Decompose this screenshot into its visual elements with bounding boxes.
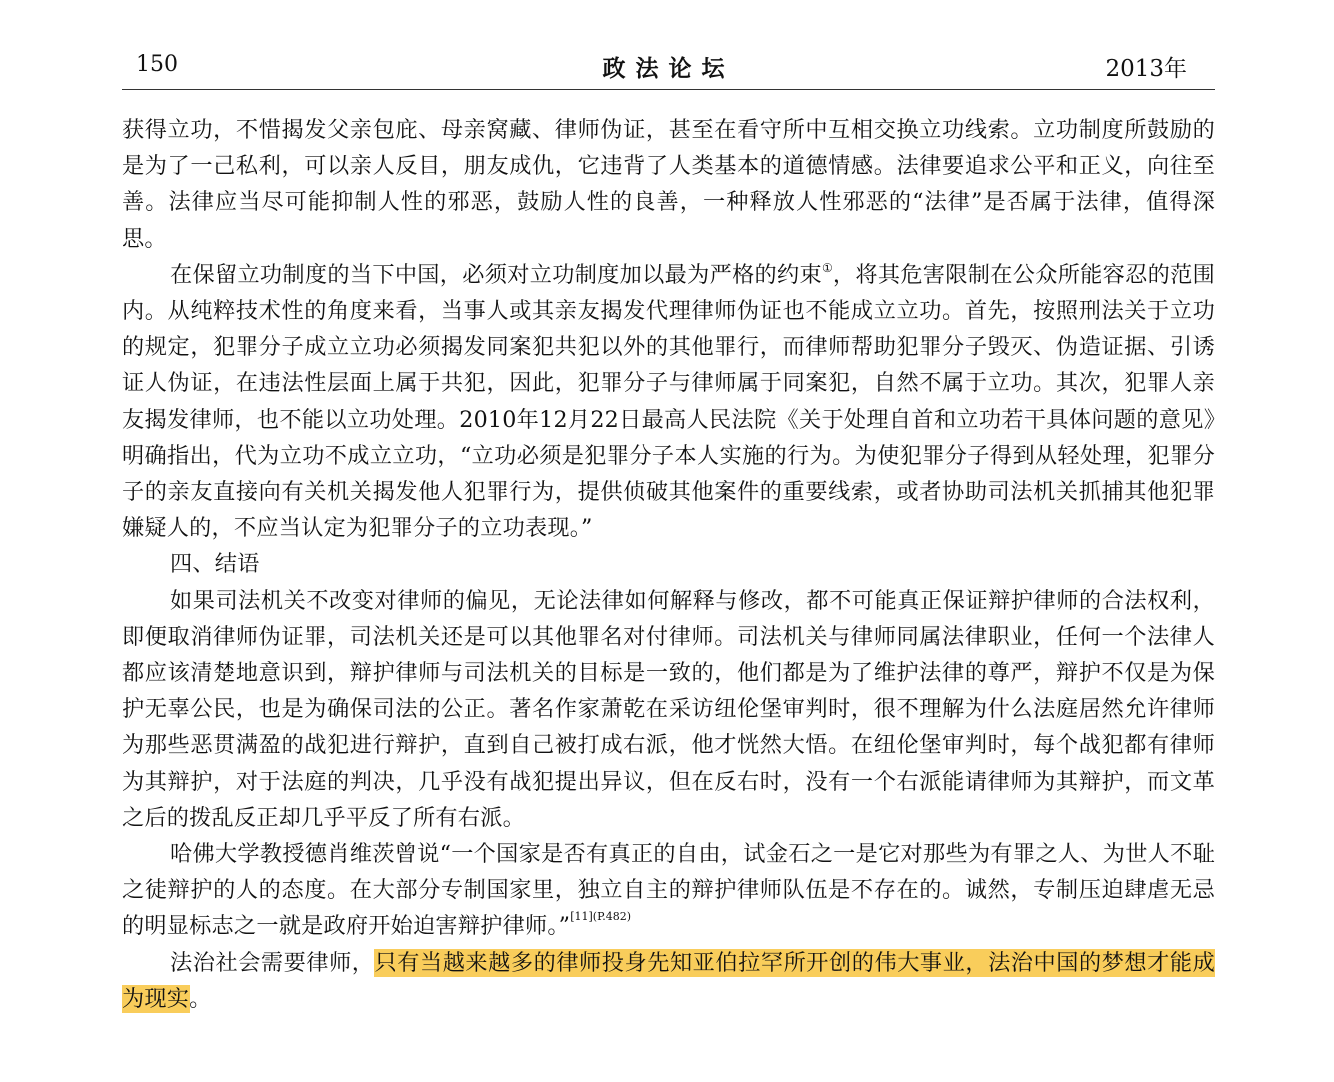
paragraph-text: 哈佛大学教授德肖维茨曾说“一个国家是否有真正的自由，试金石之一是它对那些为有罪之人、为世人不耻之徒辩护的人的态度。在大部分专制国家里，独立自主的辩护律师队伍是不存在的。诚然，专制压迫肆虐无忌的明显标志之一就是政府开始迫害辩护律师。” [122, 841, 1215, 940]
paragraph-continuation: 获得立功，不惜揭发父亲包庇、母亲窝藏、律师伪证，甚至在看守所中互相交换立功线索。立功制度所鼓励的是为了一己私利，可以亲人反目，朋友成仇，它违背了人类基本的道德情感。法律要追求公平和正义，向往至善。法律应当尽可能抑制人性的邪恶，鼓励人性的良善，一种释放人性邪恶的“法律”是否属于法律，值得深思。 [122, 117, 1215, 252]
footnote-marker[interactable]: ① [822, 260, 833, 275]
header-rule [122, 89, 1215, 90]
paragraph-conclusion: 如果司法机关不改变对律师的偏见，无论法律如何解释与修改，都不可能真正保证辩护律师的合法权利，即便取消律师伪证罪，司法机关还是可以其他罪名对付律师。司法机关与律师同属法律职业，任何一个法律人都应该清楚地意识到，辩护律师与司法机关的目标是一致的，他们都是为了维护法律的尊严，辩护不仅是为保护无辜公民，也是为确保司法的公正。著名作家萧乾在采访纽伦堡审判时，很不理解为什么法庭居然允许律师为那些恶贯满盈的战犯进行辩护，直到自己被打成右派，他才恍然大悟。在纽伦堡审判时，每个战犯都有律师为其辩护，对于法庭的判决，几乎没有战犯提出异议，但在反右时，没有一个右派能请律师为其辩护，而文革之后的拨乱反正却几乎平反了所有右派。 [122, 587, 1215, 831]
paragraph-text: 法治社会需要律师， [170, 949, 375, 976]
highlighted-text[interactable]: 只有当越来越多的律师投身先知亚伯拉罕所开创的伟大事业，法治中国的梦想才能成为现实 [122, 949, 1215, 1012]
article-body [122, 112, 1215, 1017]
page-number: 150 [136, 52, 178, 77]
page-header [122, 46, 1215, 86]
section-heading-conclusion: 四、结语 [170, 551, 260, 578]
paragraph-text: ，将其危害限制在公众所能容忍的范围内。从纯粹技术性的角度来看，当事人或其亲友揭发代理律师伪证也不能成立立功。首先，按照刑法关于立功的规定，犯罪分子成立立功必须揭发同案犯共犯以外的其他罪行，而律师帮助犯罪分子毁灭、伪造证据、引诱证人伪证，在违法性层面上属于共犯，因此，犯罪分子与律师属于同案犯，自然不属于立功。其次，犯罪人亲友揭发律师，也不能以立功处理。2010年12月22日最高人民法院《关于处理自首和立功若干具体问题的意见》明确指出，代为立功不成立立功，“立功必须是犯罪分子本人实施的行为。为使犯罪分子得到从轻处理，犯罪分子的亲友直接向有关机关揭发他人犯罪行为，提供侦破其他案件的重要线索，或者协助司法机关抓捕其他犯罪嫌疑人的，不应当认定为犯罪分子的立功表现。” [122, 261, 1215, 542]
paragraph-dershowitz-quote [122, 836, 1215, 945]
paragraph-closing [122, 945, 1215, 1017]
paragraph-text: 在保留立功制度的当下中国，必须对立功制度加以最为严格的约束 [170, 261, 823, 288]
paragraph-merit-restriction [122, 257, 1215, 547]
citation-reference[interactable]: [11](P.482) [570, 910, 632, 924]
paragraph-text: 。 [189, 985, 212, 1012]
journal-title: 政法论坛 [602, 55, 735, 82]
publication-year: 2013年 [1105, 56, 1187, 82]
